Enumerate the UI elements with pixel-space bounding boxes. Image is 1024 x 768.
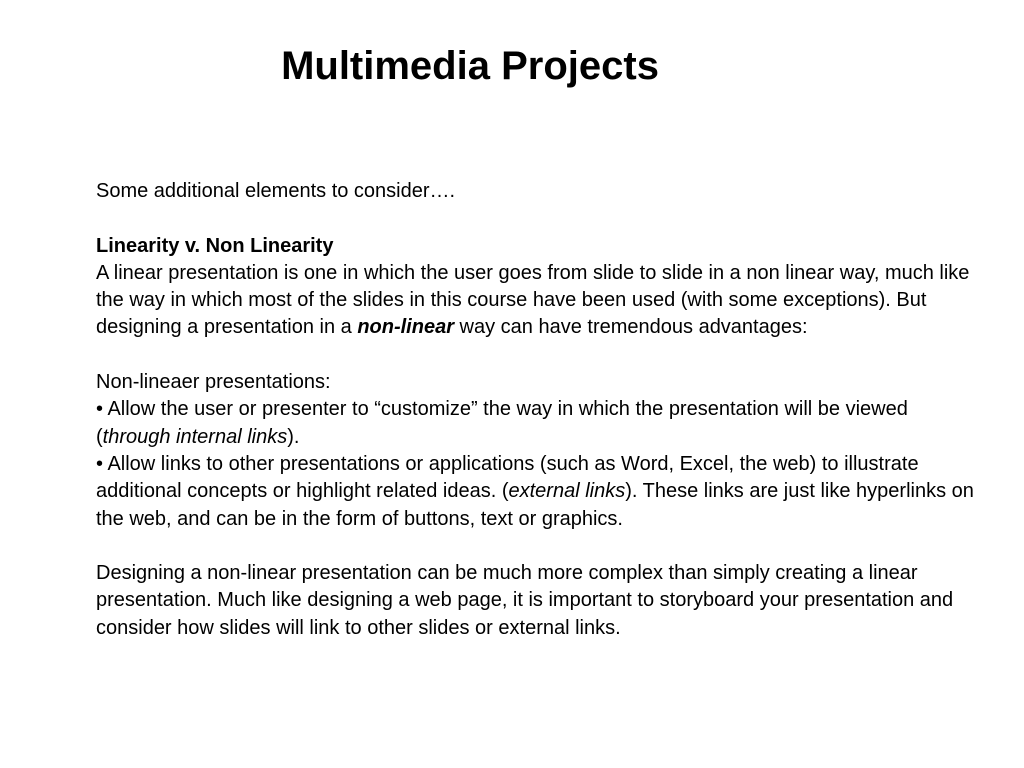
bullet2-text-after: ). These links are just like hyperlinks on the web, and can be in the form of buttons, text or graphics. [96,480,974,530]
linearity-text-before: A linear presentation is one in which the user goes from slide to slide in a non linear way, much like the way in which most of the slides in this course have been used (with some exceptions). But designing a presentation in a [96,261,970,339]
slide-body [96,178,976,642]
intro-text: Some additional elements to consider…. [96,180,456,202]
bullet-external-links [96,451,976,533]
bullet1-italic: through internal links [102,425,288,448]
spacer [96,342,976,369]
spacer [96,533,976,560]
bullet2-italic: external links [508,480,626,503]
linearity-paragraph [96,260,976,342]
slide-title: Multimedia Projects [281,44,659,88]
bullet-internal-links [96,396,976,451]
linearity-text-after: way can have tremendous advantages: [453,316,808,339]
bullet2-text-before: • Allow links to other presentations or applications (such as Word, Excel, the web) to illustrate additional concepts or highlight related ideas. ( [96,452,919,503]
bullet1-text-after: ). [287,425,300,448]
linearity-heading: Linearity v. Non Linearity [96,234,334,257]
linearity-emphasis: non-linear [357,316,454,339]
spacer [96,205,976,232]
bullet1-text-before: • Allow the user or presenter to “customize” the way in which the presentation will be viewed ( [96,398,908,448]
nonlinear-heading: Non-lineaer presentations: [96,371,331,394]
closing-paragraph: Designing a non-linear presentation can be much more complex than simply creating a linear presentation. Much like designing a web page, it is important to storyboard your presentation and consider how slides will link to other slides or external links. [96,562,954,639]
